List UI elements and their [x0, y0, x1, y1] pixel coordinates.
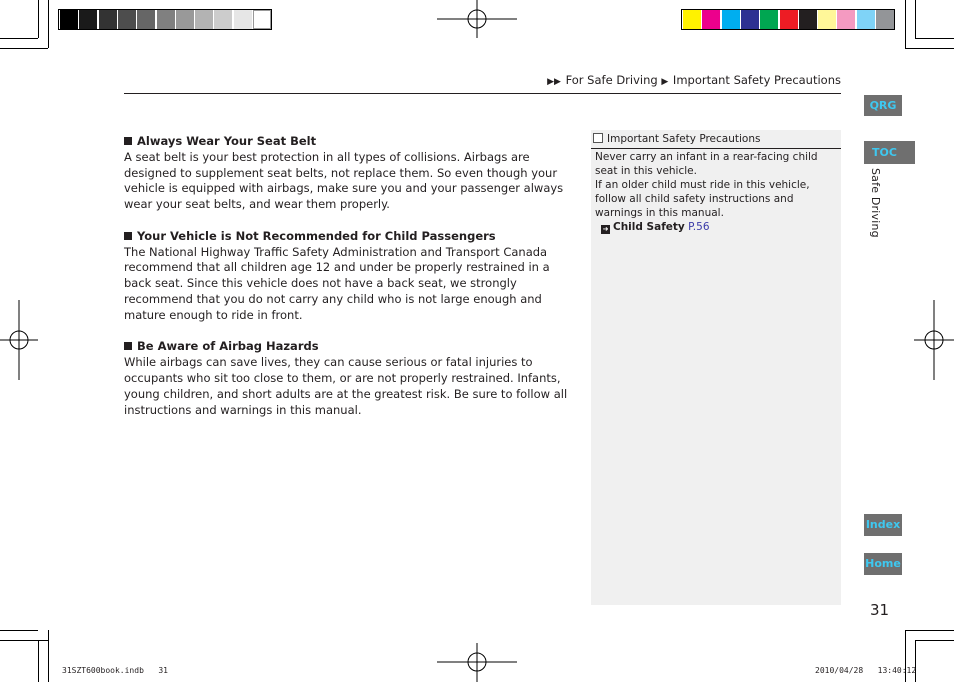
color-swatch [253, 10, 271, 29]
crop-mark [905, 0, 906, 48]
crop-mark [48, 630, 49, 682]
color-swatch [702, 10, 720, 29]
registration-mark-bottom [437, 643, 517, 682]
color-swatch [741, 10, 759, 29]
crop-mark [38, 0, 39, 38]
breadcrumb [547, 73, 841, 87]
section-heading: Your Vehicle is Not Recommended for Child Passengers [124, 229, 574, 245]
registration-mark-left [0, 300, 38, 380]
crop-mark [915, 38, 954, 39]
crop-mark [0, 48, 48, 49]
color-swatch [79, 10, 97, 29]
crop-mark [0, 640, 48, 641]
page-reference-link[interactable]: P.56 [688, 221, 710, 233]
section-heading: Always Wear Your Seat Belt [124, 134, 574, 150]
breadcrumb-marker-icon: ▶▶ [547, 77, 561, 87]
home-button[interactable]: Home [864, 553, 902, 575]
color-swatch [722, 10, 740, 29]
note-icon [593, 133, 603, 143]
section-body: The National Highway Traffic Safety Administration and Transport Canada recommend that all children age 12 and under be properly restrained in a back seat. Since this vehicle does not have a back seat, we strongly recommend that you do not carry any child who is not large enough and mature enough to ride in front. [124, 244, 550, 322]
section-body: A seat belt is your best protection in all types of collisions. Airbags are designed to supplement seat belts, not replace them. So even though your vehicle is equipped with airbags, make sure you and your passenger always wear your seat belts, and wear them properly. [124, 149, 564, 212]
square-bullet-icon [124, 137, 132, 145]
square-bullet-icon [124, 342, 132, 350]
registration-mark-right [914, 300, 954, 380]
color-swatch [157, 10, 175, 29]
breadcrumb-page: Important Safety Precautions [672, 73, 841, 87]
crop-mark [915, 640, 916, 682]
color-swatch [99, 10, 117, 29]
color-swatch [60, 10, 78, 29]
crop-mark [915, 640, 954, 641]
grayscale-bar [58, 9, 272, 30]
crop-mark [915, 0, 916, 38]
color-swatch [683, 10, 701, 29]
color-swatch [118, 10, 136, 29]
color-bar [681, 9, 895, 30]
section-heading: Be Aware of Airbag Hazards [124, 339, 574, 355]
sidebar-paragraph: Never carry an infant in a rear-facing child seat in this vehicle. [595, 151, 818, 177]
index-button[interactable]: Index [864, 514, 902, 536]
section-side-label: Safe Driving [869, 168, 882, 238]
sidebar-body [595, 150, 835, 234]
color-swatch [137, 10, 155, 29]
crop-mark [48, 0, 49, 48]
crop-mark [0, 630, 38, 631]
sidebar-note [591, 130, 841, 605]
footer-timestamp: 2010/04/28 13:40:12 [815, 666, 917, 675]
crop-mark [0, 38, 38, 39]
section-body: While airbags can save lives, they can cause serious or fatal injuries to occupants who sit too close to them, or are not properly restrained. Infants, young children, and short adults are at the greatest risk. Be sure to follow all instructions and warnings in this manual. [124, 355, 568, 417]
color-swatch [234, 10, 252, 29]
color-swatch [195, 10, 213, 29]
header-rule [124, 93, 841, 94]
color-swatch [876, 10, 894, 29]
registration-mark-top [437, 0, 517, 38]
color-swatch [760, 10, 778, 29]
sidebar-paragraph: If an older child must ride in this vehicle, follow all child safety instructions and warnings in this manual. [595, 179, 810, 219]
cross-reference-icon: ➜ [602, 225, 609, 233]
crop-mark [905, 48, 954, 49]
square-bullet-icon [124, 232, 132, 240]
toc-button[interactable]: TOC [864, 141, 915, 164]
color-swatch [837, 10, 855, 29]
color-swatch [214, 10, 232, 29]
breadcrumb-separator-icon: ▶ [661, 77, 669, 87]
qrg-button[interactable]: QRG [864, 95, 902, 116]
color-swatch [857, 10, 875, 29]
crop-mark [905, 630, 954, 631]
color-swatch [799, 10, 817, 29]
footer-file: 31SZT600book.indb 31 [62, 666, 168, 675]
child-safety-link[interactable]: ➜ Child Safety P.56 [602, 221, 710, 233]
main-content [124, 134, 574, 434]
color-swatch [818, 10, 836, 29]
color-swatch [780, 10, 798, 29]
color-swatch [176, 10, 194, 29]
crop-mark [38, 640, 39, 682]
page-number: 31 [870, 601, 890, 619]
sidebar-title: Important Safety Precautions [591, 130, 841, 149]
breadcrumb-section-link[interactable]: For Safe Driving [565, 73, 658, 87]
